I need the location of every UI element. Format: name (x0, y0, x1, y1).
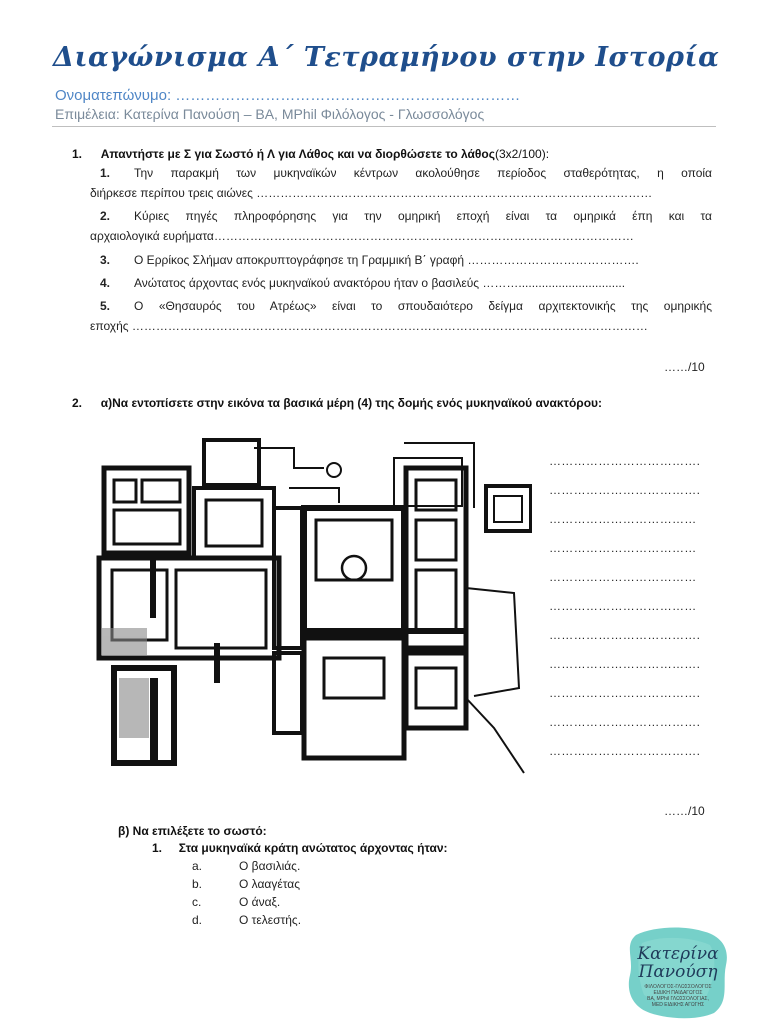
q1-item-5-text: Ο «Θησαυρός του Ατρέως» είναι το σπουδαιότερο δείγμα αρχιτεκτονικής της ομηρικής (134, 299, 712, 313)
option-letter: d. (192, 913, 203, 927)
plan-megaron (304, 508, 404, 633)
answer-line[interactable]: ………………………………. (549, 483, 701, 497)
mycenaean-palace-plan (94, 428, 532, 788)
answer-line[interactable]: ………………………………. (549, 657, 701, 671)
q1-item-1-text: Την παρακμή των μυκηναϊκών κέντρων ακολούθησε περίοδος σταθερότητας, η οποία (134, 166, 712, 180)
plan-hearth (342, 556, 366, 580)
answer-line[interactable]: ………………………………. (549, 454, 701, 468)
q2b-question (152, 841, 448, 855)
q1-item-3-text: Ο Ερρίκος Σλήμαν αποκρυπτογράφησε τη Γραμμική Β΄ γραφή ……………………………………. (134, 253, 639, 267)
answer-line[interactable]: ……………………………… (549, 570, 697, 584)
logo-subtitle-2: ΕΙΔΙΚΗ ΠΑΙΔΑΓΩΓΟΣ (653, 990, 703, 996)
q1-item-5-answer[interactable]: εποχής ………………………………………………………………………………………………………………… (90, 319, 648, 333)
q1-item-1-num: 1. (100, 166, 111, 180)
page-title: Διαγώνισμα Α΄ Τετραμήνου στην Ιστορία (53, 42, 720, 73)
option-letter: b. (192, 877, 203, 891)
answer-line[interactable]: ………………………………. (549, 715, 701, 729)
q1-score: ……/10 (664, 360, 705, 374)
logo-subtitle-4: MED ΕΙΔΙΚΗΣ ΑΓΩΓΗΣ (651, 1002, 705, 1008)
q1-item-2-answer[interactable]: αρχαιολογικά ευρήματα…………………………………………………………………………………………… (90, 229, 634, 243)
q2-prompt: α)Να εντοπίσετε στην εικόνα τα βασικά μέρη (4) της δομής ενός μυκηναϊκού ανακτόρου: (100, 396, 603, 410)
q1-prompt: Απαντήστε με Σ για Σωστό ή Λ για Λάθος και να διορθώσετε το λάθος (100, 147, 495, 161)
option-letter: c. (192, 895, 202, 909)
q2-number: 2. (72, 396, 83, 410)
author-line: Επιμέλεια: Κατερίνα Πανούση – BA, MPhil Φιλόλογος - Γλωσσολόγος (55, 106, 485, 122)
option-text: Ο τελεστής. (239, 913, 302, 927)
option-c[interactable] (192, 893, 301, 911)
option-text: Ο βασιλιάς. (239, 859, 301, 873)
option-b[interactable] (192, 875, 301, 893)
q1-item-1-answer[interactable]: διήρκεσε περίπου τρεις αιώνες ……………………………………………………………………………………… (90, 186, 653, 200)
q2b-question-text: Στα μυκηναϊκά κράτη ανώτατος άρχοντας ήταν: (178, 841, 448, 855)
q1-item-2 (90, 206, 712, 246)
answer-line[interactable]: ………………………………. (549, 628, 701, 642)
name-line: Ονοματεπώνυμο: …………………………………………………………… (55, 87, 521, 104)
q1-number: 1. (72, 147, 83, 161)
q1-item-2-num: 2. (100, 209, 111, 223)
answer-line[interactable]: ………………………………. (549, 686, 701, 700)
q2-heading (72, 396, 602, 410)
answer-line[interactable]: ……………………………… (549, 541, 697, 555)
q1-points: (3x2/100): (495, 147, 550, 161)
option-a[interactable] (192, 857, 301, 875)
q1-item-1 (90, 163, 712, 203)
q2b-question-num: 1. (152, 841, 163, 855)
option-d[interactable] (192, 911, 301, 929)
logo-subtitle-3: ΒΑ, MPhil ΓΛΩΣΣΟΛΟΓΙΑΣ, (647, 996, 709, 1002)
q1-item-4-text: Ανώτατος άρχοντας ενός μυκηναϊκού ανακτόρου ήταν ο βασιλεύς ………................................ (134, 276, 626, 290)
q2-answer-lines (549, 454, 709, 773)
q2b-options (192, 857, 301, 929)
q2-score: ……/10 (664, 804, 705, 818)
q1-item-4-num: 4. (100, 276, 111, 290)
q1-heading (72, 147, 549, 161)
q1-item-5 (90, 296, 712, 336)
author-logo (622, 925, 734, 1020)
option-letter: a. (192, 859, 203, 873)
logo-name-first: Κατερίνα (637, 944, 719, 964)
answer-line[interactable]: ……………………………… (549, 599, 697, 613)
q1-item-3[interactable] (100, 250, 712, 270)
option-text: Ο άναξ. (239, 895, 281, 909)
q1-item-4[interactable] (100, 273, 712, 293)
logo-subtitle-1: ΦΙΛΟΛΟΓΟΣ-ΓΛΩΣΣΟΛΟΓΟΣ (644, 984, 712, 990)
answer-line[interactable]: ………………………………. (549, 744, 701, 758)
answer-line[interactable]: ……………………………… (549, 512, 697, 526)
q1-item-3-num: 3. (100, 253, 111, 267)
q1-item-2-text: Κύριες πηγές πληροφόρησης για την ομηρική εποχή είναι τα ομηρικά έπη και τα (134, 209, 712, 223)
option-text: Ο λααγέτας (239, 877, 301, 891)
header-divider (52, 126, 716, 127)
logo-name-last: Πανούση (638, 962, 718, 982)
q1-item-5-num: 5. (100, 299, 111, 313)
q2b-prompt: β) Να επιλέξετε το σωστό: (118, 824, 267, 838)
